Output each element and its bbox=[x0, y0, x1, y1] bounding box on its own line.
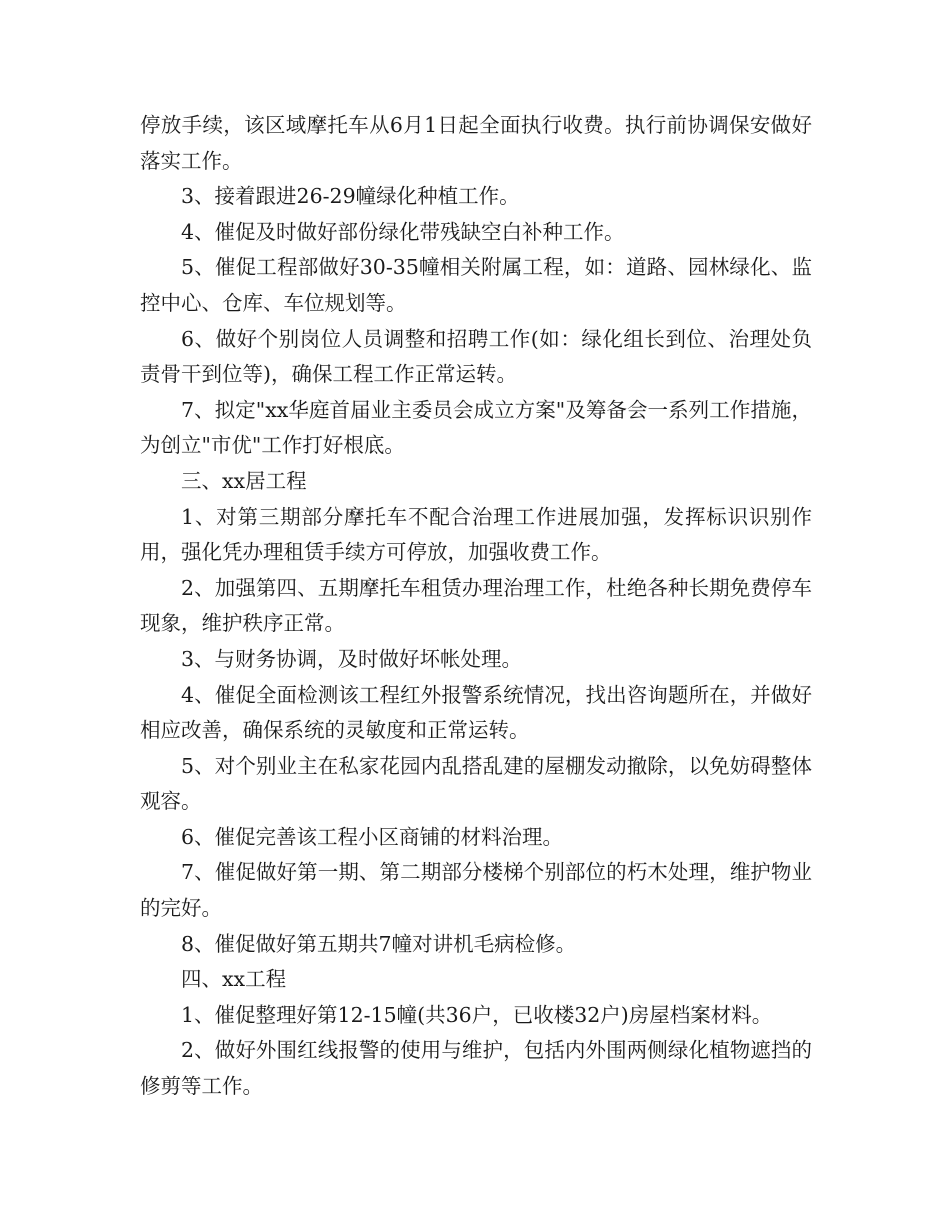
paragraph-9: 2、加强第四、五期摩托车租赁办理治理工作，杜绝各种长期免费停车现象，维护秩序正常。 bbox=[140, 575, 812, 636]
paragraph-4: 5、催促工程部做好30-35幢相关附属工程，如：道路、园林绿化、监控中心、仓库、车位规划等。 bbox=[140, 255, 812, 315]
paragraph-11: 4、催促全面检测该工程红外报警系统情况，找出咨询题所在，并做好相应改善，确保系统的灵敏度和正常运转。 bbox=[140, 682, 812, 743]
paragraph-12: 5、对个别业主在私家花园内乱搭乱建的屋棚发动撤除，以免妨碍整体观容。 bbox=[140, 753, 812, 814]
paragraph-17: 1、催促整理好第12-15幢(共36户，已收楼32户)房屋档案材料。 bbox=[181, 1002, 773, 1027]
document-body bbox=[140, 108, 812, 1105]
section-heading-4: 四、xx工程 bbox=[181, 967, 287, 992]
section-heading-3: 三、xx居工程 bbox=[181, 468, 307, 493]
paragraph-15: 8、催促做好第五期共7幢对讲机毛病检修。 bbox=[181, 931, 577, 956]
paragraph-1: 停放手续，该区域摩托车从6月1日起全面执行收费。执行前协调保安做好落实工作。 bbox=[140, 113, 812, 173]
paragraph-2: 3、接着跟进26-29幢绿化种植工作。 bbox=[181, 184, 520, 209]
paragraph-6: 7、拟定"xx华庭首届业主委员会成立方案"及筹备会一系列工作措施，为创立"市优"工作打好根底。 bbox=[140, 397, 812, 458]
paragraph-14: 7、催促做好第一期、第二期部分楼梯个别部位的朽木处理，维护物业的完好。 bbox=[140, 860, 812, 921]
paragraph-10: 3、与财务协调，及时做好坏帐处理。 bbox=[181, 646, 523, 671]
paragraph-13: 6、催促完善该工程小区商铺的材料治理。 bbox=[181, 824, 564, 849]
paragraph-5: 6、做好个别岗位人员调整和招聘工作(如：绿化组长到位、治理处负责骨干到位等)，确保工程工作正常运转。 bbox=[140, 326, 812, 387]
paragraph-18: 2、做好外围红线报警的使用与维护，包括内外围两侧绿化植物遮挡的修剪等工作。 bbox=[140, 1038, 812, 1099]
paragraph-8: 1、对第三期部分摩托车不配合治理工作进展加强，发挥标识识别作用，强化凭办理租赁手续方可停放，加强收费工作。 bbox=[140, 504, 812, 565]
paragraph-3: 4、催促及时做好部份绿化带残缺空白补种工作。 bbox=[181, 219, 625, 244]
